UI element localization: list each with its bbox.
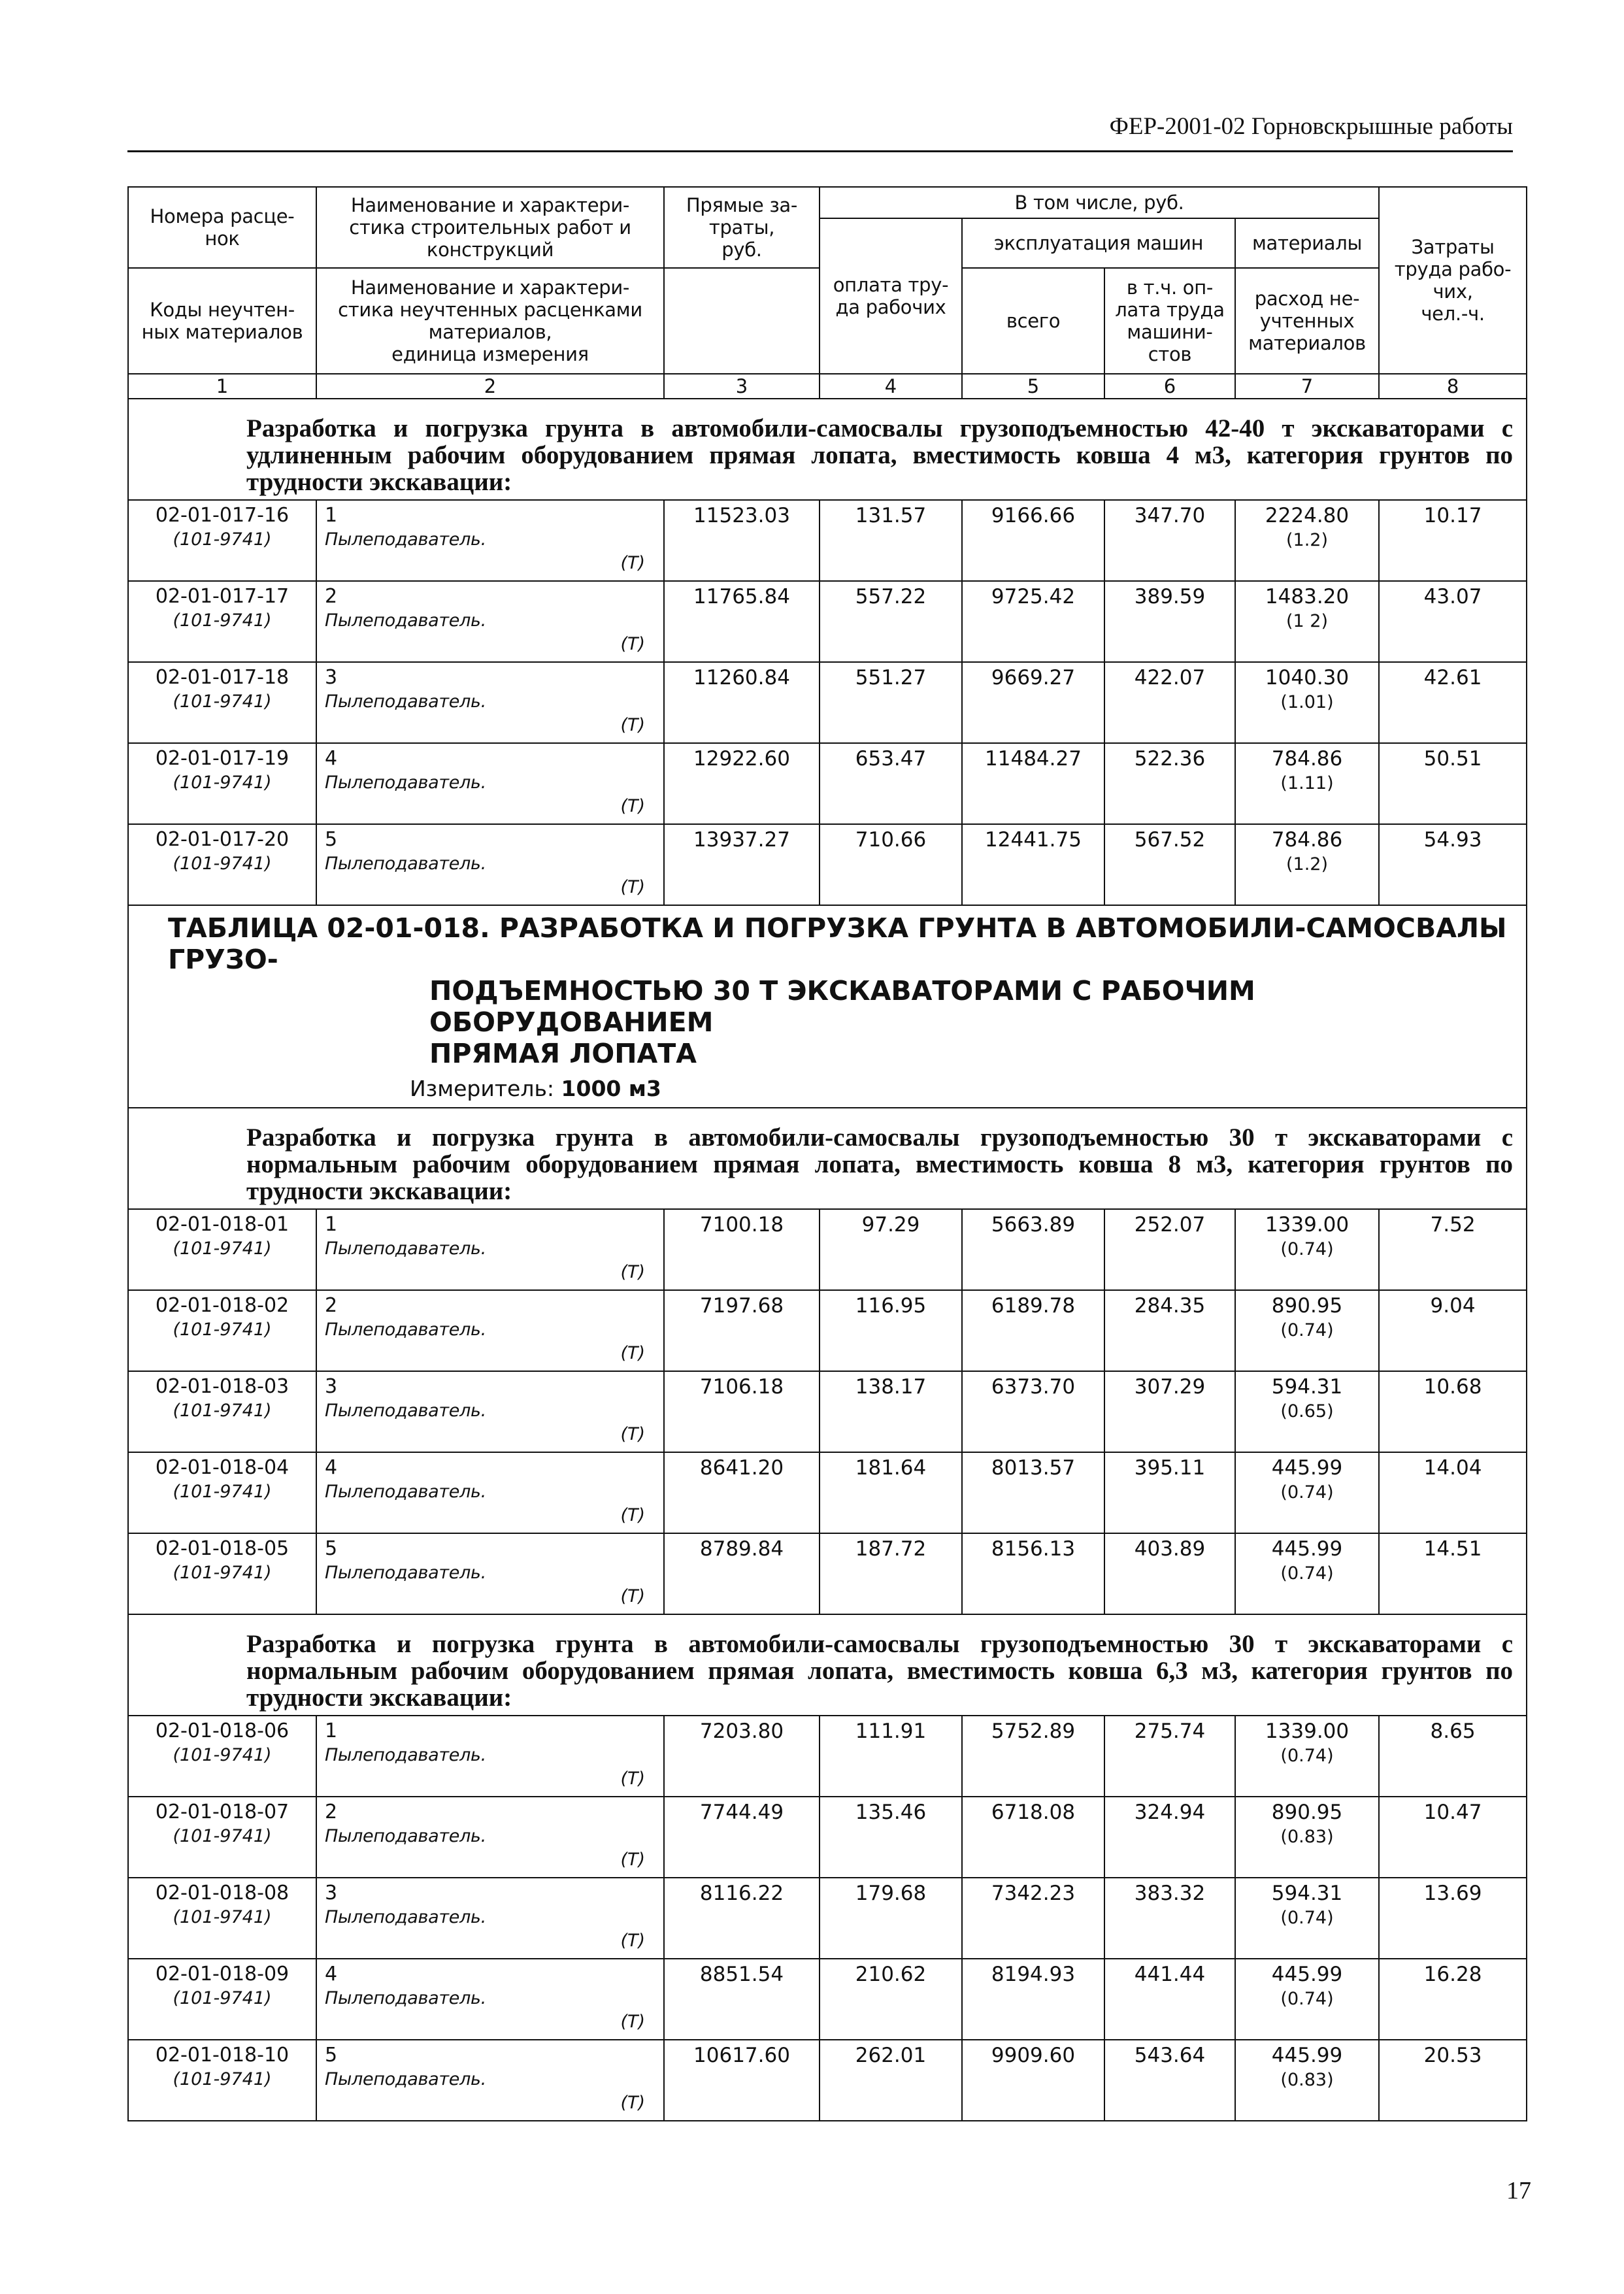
- table-row: [128, 1209, 1527, 1290]
- worker-pay: 551.27: [820, 662, 962, 743]
- machinist-pay: 422.07: [1104, 662, 1235, 743]
- rate-code-cell: [128, 1959, 316, 2040]
- work-variant-number: 5: [325, 828, 338, 851]
- direct-costs: 7106.18: [664, 1371, 820, 1452]
- materials-cost: 594.31: [1271, 1882, 1343, 1905]
- material-code: (101-9741): [173, 1320, 272, 1340]
- material-name: Пылеподаватель.: [325, 854, 486, 874]
- machinist-pay: 383.32: [1104, 1878, 1235, 1959]
- work-name-cell: [316, 1209, 664, 1290]
- header-machine-operation: эксплуатация машин: [962, 218, 1235, 268]
- materials-cell: [1235, 1371, 1379, 1452]
- direct-costs: 13937.27: [664, 824, 820, 905]
- materials-cell: [1235, 500, 1379, 581]
- material-unit: (T): [620, 1586, 645, 1606]
- table-row: [128, 662, 1527, 743]
- material-name: Пылеподаватель.: [325, 1745, 486, 1765]
- work-variant-number: 4: [325, 747, 338, 770]
- worker-pay: 557.22: [820, 581, 962, 662]
- material-name: Пылеподаватель.: [325, 691, 486, 712]
- rate-code: 02-01-017-20: [155, 828, 290, 851]
- table-row: [128, 1452, 1527, 1533]
- worker-pay: 710.66: [820, 824, 962, 905]
- materials-cell: [1235, 824, 1379, 905]
- materials-cell: [1235, 662, 1379, 743]
- rate-code-cell: [128, 1878, 316, 1959]
- rate-code: 02-01-018-06: [155, 1720, 290, 1742]
- rate-code: 02-01-018-07: [155, 1801, 290, 1823]
- work-variant-number: 2: [325, 585, 338, 608]
- work-name-cell: [316, 2040, 664, 2121]
- material-unit: (T): [620, 1262, 645, 1282]
- labor-hours: 50.51: [1379, 743, 1527, 824]
- materials-cost: 445.99: [1271, 1963, 1343, 1986]
- section-title-row: [128, 399, 1527, 500]
- direct-costs: 11260.84: [664, 662, 820, 743]
- work-variant-number: 3: [325, 1882, 338, 1904]
- materials-cost: 594.31: [1271, 1375, 1343, 1399]
- work-name-cell: [316, 1716, 664, 1797]
- material-code: (101-9741): [173, 691, 272, 712]
- section-title: Разработка и погрузка грунта в автомобили-самосвалы грузоподъемностью 30 т экскаваторами с нормальным рабочим оборудованием прямая лопата, вместимость ковша 6,3 м3, категория грунтов по трудности экскавации:: [128, 1614, 1527, 1716]
- work-name-cell: [316, 1533, 664, 1614]
- rate-code-cell: [128, 1209, 316, 1290]
- materials-cost: 2224.80: [1265, 504, 1350, 527]
- work-variant-number: 1: [325, 504, 338, 527]
- header-direct-costs-cont: [664, 268, 820, 374]
- machines-total: 9909.60: [962, 2040, 1104, 2121]
- rate-code-cell: [128, 824, 316, 905]
- table-title-line-2: ПОДЪЕМНОСТЬЮ 30 Т ЭКСКАВАТОРАМИ С РАБОЧИМ ОБОРУДОВАНИЕМ: [429, 975, 1255, 1038]
- rate-code: 02-01-018-02: [155, 1294, 290, 1317]
- materials-consumption: (0.83): [1280, 1827, 1334, 1847]
- header-including-group: В том числе, руб.: [820, 187, 1379, 218]
- materials-consumption: (1.2): [1286, 530, 1329, 550]
- rate-code: 02-01-017-19: [155, 747, 290, 770]
- material-code: (101-9741): [173, 1238, 272, 1259]
- worker-pay: 210.62: [820, 1959, 962, 2040]
- table-title-line-3: ПРЯМАЯ ЛОПАТА: [429, 1038, 697, 1069]
- materials-consumption: (0.74): [1280, 1989, 1334, 2009]
- rate-code-cell: [128, 662, 316, 743]
- page-header-title: ФЕР-2001-02 Горновскрышные работы: [1109, 113, 1513, 140]
- machinist-pay: 347.70: [1104, 500, 1235, 581]
- material-name: Пылеподаватель.: [325, 1401, 486, 1421]
- materials-consumption: (0.74): [1280, 1563, 1334, 1584]
- table-row: [128, 500, 1527, 581]
- worker-pay: 131.57: [820, 500, 962, 581]
- rate-code: 02-01-018-03: [155, 1375, 290, 1398]
- material-unit: (T): [620, 877, 645, 897]
- rate-code-cell: [128, 1452, 316, 1533]
- work-variant-number: 2: [325, 1294, 338, 1317]
- header-material-codes: Коды неучтен- ных материалов: [128, 268, 316, 374]
- header-material-name: Наименование и характери- стика неучтенных расценками материалов, единица измерения: [316, 268, 664, 374]
- rate-code: 02-01-018-10: [155, 2044, 290, 2067]
- material-name: Пылеподаватель.: [325, 1482, 486, 1502]
- worker-pay: 262.01: [820, 2040, 962, 2121]
- table-meter: [168, 1073, 1513, 1105]
- material-unit: (T): [620, 2093, 645, 2113]
- col-num-4: 4: [820, 374, 962, 399]
- header-row-1: [128, 187, 1527, 218]
- materials-cell: [1235, 2040, 1379, 2121]
- materials-cell: [1235, 1209, 1379, 1290]
- direct-costs: 12922.60: [664, 743, 820, 824]
- table-row: [128, 581, 1527, 662]
- table-row: [128, 1290, 1527, 1371]
- labor-hours: 20.53: [1379, 2040, 1527, 2121]
- machinist-pay: 543.64: [1104, 2040, 1235, 2121]
- work-name-cell: [316, 1452, 664, 1533]
- materials-cell: [1235, 1452, 1379, 1533]
- machines-total: 11484.27: [962, 743, 1104, 824]
- material-unit: (T): [620, 1343, 645, 1363]
- machinist-pay: 522.36: [1104, 743, 1235, 824]
- col-num-2: 2: [316, 374, 664, 399]
- materials-consumption: (1 2): [1286, 611, 1329, 631]
- labor-hours: 10.47: [1379, 1797, 1527, 1878]
- labor-hours: 16.28: [1379, 1959, 1527, 2040]
- table-row: [128, 1533, 1527, 1614]
- direct-costs: 8851.54: [664, 1959, 820, 2040]
- header-rate-number: Номера расце- нок: [128, 187, 316, 268]
- work-name-cell: [316, 1878, 664, 1959]
- machines-total: 6373.70: [962, 1371, 1104, 1452]
- materials-consumption: (0.74): [1280, 1482, 1334, 1503]
- rate-code-cell: [128, 1290, 316, 1371]
- worker-pay: 653.47: [820, 743, 962, 824]
- materials-consumption: (0.83): [1280, 2070, 1334, 2090]
- header-work-name: Наименование и характери- стика строительных работ и конструкций: [316, 187, 664, 268]
- rate-code-cell: [128, 2040, 316, 2121]
- rate-code: 02-01-017-17: [155, 585, 290, 608]
- material-code: (101-9741): [173, 773, 272, 793]
- material-code: (101-9741): [173, 1988, 272, 2008]
- rate-code-cell: [128, 581, 316, 662]
- machines-total: 8194.93: [962, 1959, 1104, 2040]
- worker-pay: 135.46: [820, 1797, 962, 1878]
- machines-total: 7342.23: [962, 1878, 1104, 1959]
- worker-pay: 97.29: [820, 1209, 962, 1290]
- machines-total: 6189.78: [962, 1290, 1104, 1371]
- machines-total: 9669.27: [962, 662, 1104, 743]
- work-name-cell: [316, 824, 664, 905]
- material-code: (101-9741): [173, 1401, 272, 1421]
- labor-hours: 42.61: [1379, 662, 1527, 743]
- table-row: [128, 1959, 1527, 2040]
- materials-cost: 1339.00: [1265, 1720, 1350, 1743]
- table-row: [128, 743, 1527, 824]
- material-name: Пылеподаватель.: [325, 1907, 486, 1927]
- materials-cost: 784.86: [1271, 828, 1343, 852]
- materials-cost: 445.99: [1271, 1456, 1343, 1480]
- material-unit: (T): [620, 1850, 645, 1870]
- materials-consumption: (1.11): [1280, 773, 1334, 793]
- table-row: [128, 1797, 1527, 1878]
- materials-consumption: (0.65): [1280, 1401, 1334, 1421]
- work-variant-number: 1: [325, 1720, 338, 1742]
- direct-costs: 7203.80: [664, 1716, 820, 1797]
- col-num-7: 7: [1235, 374, 1379, 399]
- machinist-pay: 441.44: [1104, 1959, 1235, 2040]
- materials-consumption: (0.74): [1280, 1908, 1334, 1928]
- material-name: Пылеподаватель.: [325, 1238, 486, 1259]
- rate-code: 02-01-018-05: [155, 1537, 290, 1560]
- table-row: [128, 2040, 1527, 2121]
- materials-cell: [1235, 743, 1379, 824]
- rate-code: 02-01-018-09: [155, 1963, 290, 1986]
- materials-cell: [1235, 1533, 1379, 1614]
- material-code: (101-9741): [173, 854, 272, 874]
- rate-code: 02-01-018-01: [155, 1213, 290, 1236]
- material-code: (101-9741): [173, 529, 272, 550]
- materials-cell: [1235, 1290, 1379, 1371]
- material-unit: (T): [620, 553, 645, 573]
- col-num-6: 6: [1104, 374, 1235, 399]
- direct-costs: 7744.49: [664, 1797, 820, 1878]
- materials-cost: 1339.00: [1265, 1213, 1350, 1237]
- machinist-pay: 389.59: [1104, 581, 1235, 662]
- materials-cell: [1235, 581, 1379, 662]
- header-materials: материалы: [1235, 218, 1379, 268]
- labor-hours: 43.07: [1379, 581, 1527, 662]
- material-unit: (T): [620, 2012, 645, 2032]
- header-worker-pay: оплата тру- да рабочих: [820, 218, 962, 374]
- direct-costs: 8116.22: [664, 1878, 820, 1959]
- direct-costs: 7100.18: [664, 1209, 820, 1290]
- section-title-row: [128, 1108, 1527, 1209]
- material-name: Пылеподаватель.: [325, 1563, 486, 1583]
- machines-total: 8013.57: [962, 1452, 1104, 1533]
- material-name: Пылеподаватель.: [325, 773, 486, 793]
- labor-hours: 14.04: [1379, 1452, 1527, 1533]
- work-variant-number: 1: [325, 1213, 338, 1236]
- materials-consumption: (0.74): [1280, 1320, 1334, 1340]
- machinist-pay: 395.11: [1104, 1452, 1235, 1533]
- rate-code: 02-01-018-04: [155, 1456, 290, 1479]
- material-name: Пылеподаватель.: [325, 2069, 486, 2089]
- material-unit: (T): [620, 796, 645, 816]
- machines-total: 6718.08: [962, 1797, 1104, 1878]
- machines-total: 5663.89: [962, 1209, 1104, 1290]
- materials-cell: [1235, 1959, 1379, 2040]
- work-variant-number: 4: [325, 1963, 338, 1986]
- machines-total: 8156.13: [962, 1533, 1104, 1614]
- materials-cost: 1483.20: [1265, 585, 1350, 608]
- worker-pay: 181.64: [820, 1452, 962, 1533]
- materials-cost: 890.95: [1271, 1801, 1343, 1824]
- rate-code: 02-01-017-18: [155, 666, 290, 689]
- work-variant-number: 3: [325, 666, 338, 689]
- direct-costs: 7197.68: [664, 1290, 820, 1371]
- materials-cell: [1235, 1797, 1379, 1878]
- materials-consumption: (1.2): [1286, 854, 1329, 874]
- material-unit: (T): [620, 1931, 645, 1951]
- materials-consumption: (0.74): [1280, 1746, 1334, 1766]
- header-direct-costs: Прямые за- траты, руб.: [664, 187, 820, 268]
- worker-pay: 187.72: [820, 1533, 962, 1614]
- direct-costs: 11765.84: [664, 581, 820, 662]
- material-code: (101-9741): [173, 1563, 272, 1583]
- machinist-pay: 252.07: [1104, 1209, 1235, 1290]
- header-machines-total: всего: [962, 268, 1104, 374]
- header-machinist-pay: в т.ч. оп- лата труда машини- стов: [1104, 268, 1235, 374]
- worker-pay: 138.17: [820, 1371, 962, 1452]
- col-num-1: 1: [128, 374, 316, 399]
- materials-cost: 890.95: [1271, 1294, 1343, 1318]
- material-name: Пылеподаватель.: [325, 1320, 486, 1340]
- labor-hours: 54.93: [1379, 824, 1527, 905]
- materials-cost: 1040.30: [1265, 666, 1350, 690]
- work-name-cell: [316, 500, 664, 581]
- materials-cost: 445.99: [1271, 2044, 1343, 2067]
- table-row: [128, 1716, 1527, 1797]
- meter-value: 1000 м3: [561, 1076, 661, 1101]
- work-name-cell: [316, 743, 664, 824]
- page-header: [127, 112, 1513, 152]
- column-number-row: [128, 374, 1527, 399]
- material-name: Пылеподаватель.: [325, 529, 486, 550]
- rate-code-cell: [128, 1716, 316, 1797]
- materials-consumption: (1.01): [1280, 692, 1334, 712]
- rate-code-cell: [128, 743, 316, 824]
- machines-total: 9725.42: [962, 581, 1104, 662]
- header-labor-hours: Затраты труда рабо- чих, чел.-ч.: [1379, 187, 1527, 374]
- meter-label: Измеритель:: [410, 1076, 555, 1101]
- work-name-cell: [316, 1290, 664, 1371]
- material-code: (101-9741): [173, 610, 272, 631]
- materials-cell: [1235, 1878, 1379, 1959]
- table-body: [128, 187, 1527, 2121]
- table-row: [128, 1371, 1527, 1452]
- header-unaccounted-materials: расход не- учтенных материалов: [1235, 268, 1379, 374]
- materials-consumption: (0.74): [1280, 1239, 1334, 1259]
- direct-costs: 11523.03: [664, 500, 820, 581]
- rates-table: [127, 186, 1527, 2121]
- direct-costs: 8641.20: [664, 1452, 820, 1533]
- material-code: (101-9741): [173, 2069, 272, 2089]
- rate-code: 02-01-017-16: [155, 504, 290, 527]
- table-title: [128, 905, 1527, 1108]
- work-variant-number: 2: [325, 1801, 338, 1823]
- rate-code: 02-01-018-08: [155, 1882, 290, 1904]
- labor-hours: 10.17: [1379, 500, 1527, 581]
- work-name-cell: [316, 1371, 664, 1452]
- machines-total: 9166.66: [962, 500, 1104, 581]
- col-num-5: 5: [962, 374, 1104, 399]
- machinist-pay: 284.35: [1104, 1290, 1235, 1371]
- work-name-cell: [316, 662, 664, 743]
- machines-total: 12441.75: [962, 824, 1104, 905]
- machinist-pay: 567.52: [1104, 824, 1235, 905]
- rate-code-cell: [128, 1797, 316, 1878]
- material-code: (101-9741): [173, 1826, 272, 1846]
- materials-cost: 784.86: [1271, 747, 1343, 771]
- rate-code-cell: [128, 1371, 316, 1452]
- table-title-row: [128, 905, 1527, 1108]
- col-num-3: 3: [664, 374, 820, 399]
- work-variant-number: 5: [325, 1537, 338, 1560]
- labor-hours: 8.65: [1379, 1716, 1527, 1797]
- material-code: (101-9741): [173, 1482, 272, 1502]
- worker-pay: 111.91: [820, 1716, 962, 1797]
- material-unit: (T): [620, 715, 645, 735]
- machinist-pay: 275.74: [1104, 1716, 1235, 1797]
- materials-cost: 445.99: [1271, 1537, 1343, 1561]
- machinist-pay: 324.94: [1104, 1797, 1235, 1878]
- section-title-row: [128, 1614, 1527, 1716]
- material-unit: (T): [620, 1769, 645, 1789]
- material-name: Пылеподаватель.: [325, 610, 486, 631]
- labor-hours: 9.04: [1379, 1290, 1527, 1371]
- materials-cell: [1235, 1716, 1379, 1797]
- material-code: (101-9741): [173, 1745, 272, 1765]
- table-title-line-1: ТАБЛИЦА 02-01-018. РАЗРАБОТКА И ПОГРУЗКА ГРУНТА В АВТОМОБИЛИ-САМОСВАЛЫ ГРУЗО-: [168, 912, 1507, 975]
- page-number: 17: [1506, 2177, 1531, 2204]
- direct-costs: 8789.84: [664, 1533, 820, 1614]
- worker-pay: 116.95: [820, 1290, 962, 1371]
- col-num-8: 8: [1379, 374, 1527, 399]
- section-title: Разработка и погрузка грунта в автомобили-самосвалы грузоподъемностью 42-40 т экскаваторами с удлиненным рабочим оборудованием прямая лопата, вместимость ковша 4 м3, категория грунтов по трудности экскавации:: [128, 399, 1527, 500]
- labor-hours: 7.52: [1379, 1209, 1527, 1290]
- work-variant-number: 3: [325, 1375, 338, 1398]
- rate-code-cell: [128, 1533, 316, 1614]
- work-name-cell: [316, 1797, 664, 1878]
- material-code: (101-9741): [173, 1907, 272, 1927]
- table-row: [128, 824, 1527, 905]
- worker-pay: 179.68: [820, 1878, 962, 1959]
- work-variant-number: 4: [325, 1456, 338, 1479]
- material-name: Пылеподаватель.: [325, 1988, 486, 2008]
- rate-code-cell: [128, 500, 316, 581]
- machines-total: 5752.89: [962, 1716, 1104, 1797]
- work-name-cell: [316, 1959, 664, 2040]
- machinist-pay: 307.29: [1104, 1371, 1235, 1452]
- material-name: Пылеподаватель.: [325, 1826, 486, 1846]
- labor-hours: 14.51: [1379, 1533, 1527, 1614]
- material-unit: (T): [620, 634, 645, 654]
- direct-costs: 10617.60: [664, 2040, 820, 2121]
- work-name-cell: [316, 581, 664, 662]
- machinist-pay: 403.89: [1104, 1533, 1235, 1614]
- material-unit: (T): [620, 1424, 645, 1444]
- labor-hours: 10.68: [1379, 1371, 1527, 1452]
- work-variant-number: 5: [325, 2044, 338, 2067]
- table-row: [128, 1878, 1527, 1959]
- material-unit: (T): [620, 1505, 645, 1525]
- section-title: Разработка и погрузка грунта в автомобили-самосвалы грузоподъемностью 30 т экскаваторами с нормальным рабочим оборудованием прямая лопата, вместимость ковша 8 м3, категория грунтов по трудности экскавации:: [128, 1108, 1527, 1209]
- labor-hours: 13.69: [1379, 1878, 1527, 1959]
